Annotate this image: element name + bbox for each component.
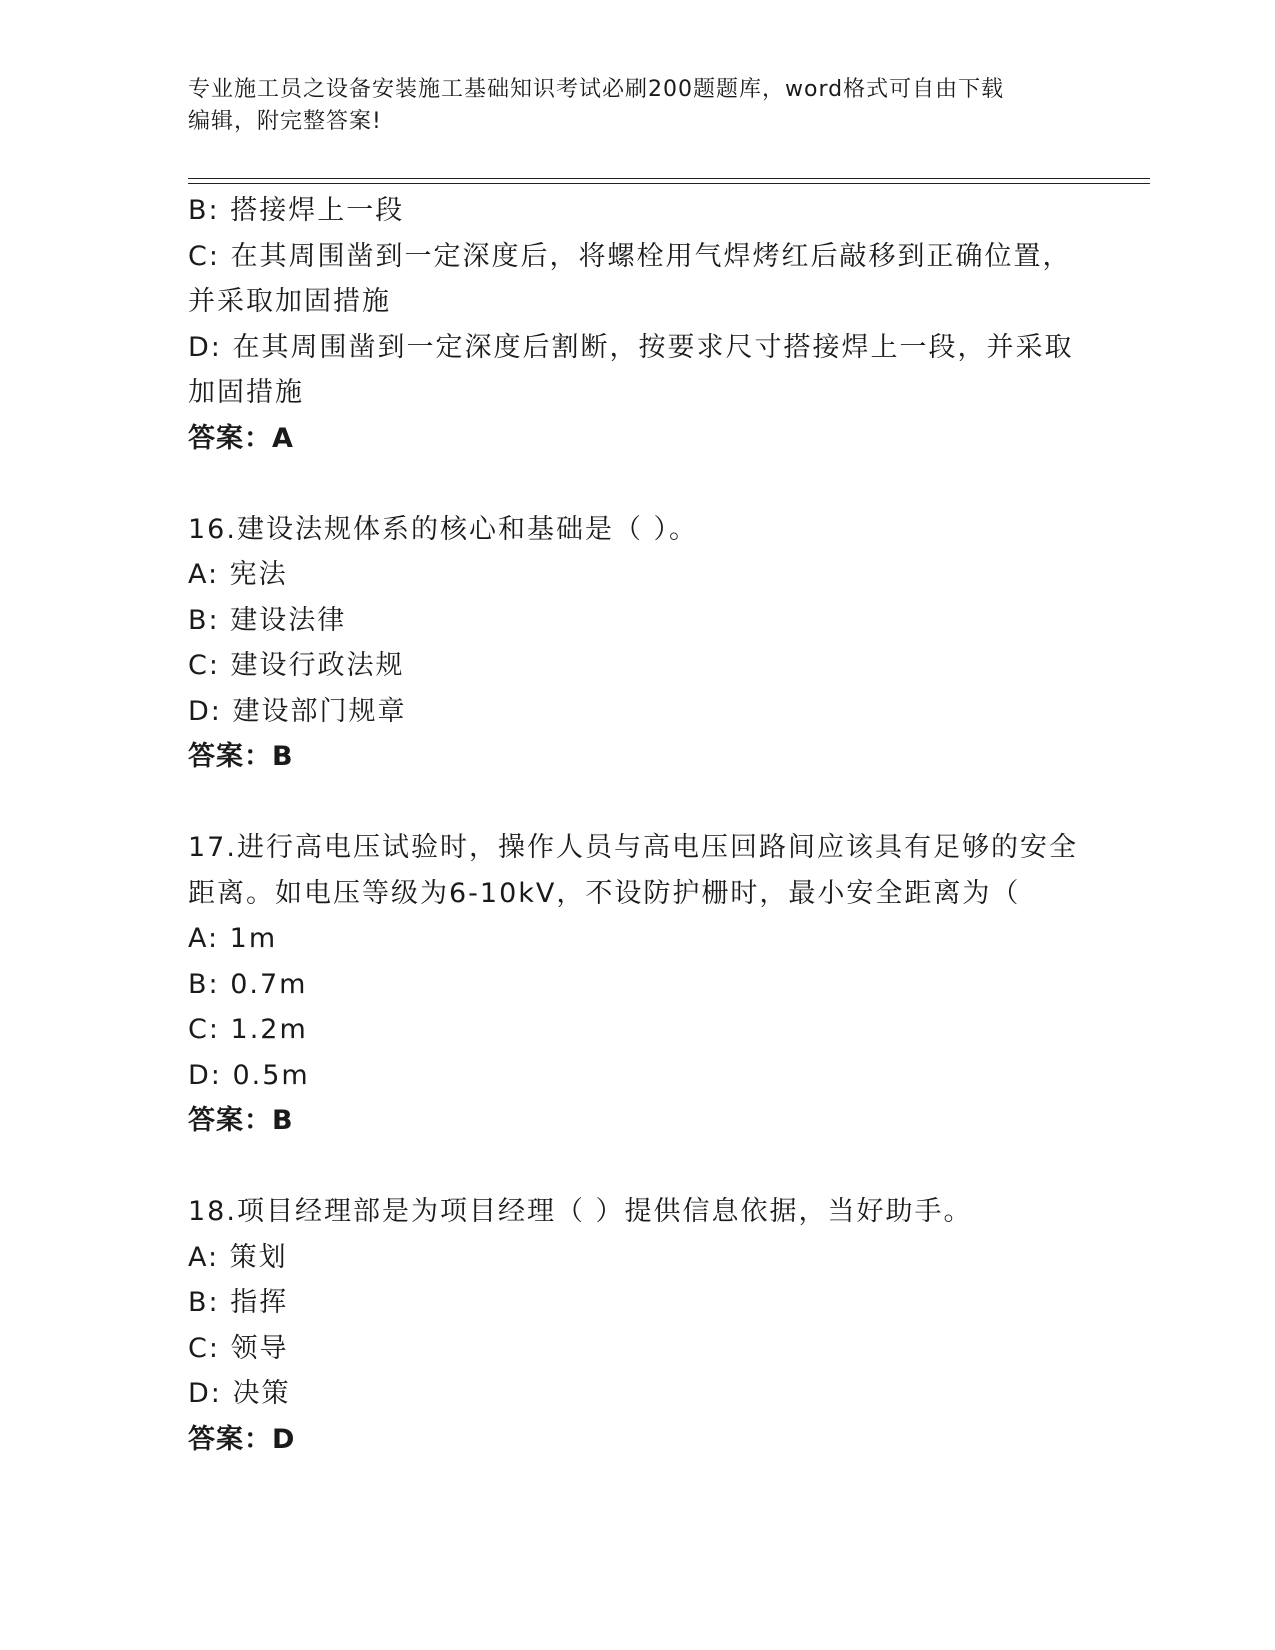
option-line: D: 0.5m xyxy=(188,1059,310,1091)
option-line: C: 领导 xyxy=(188,1332,289,1364)
question-block-prev xyxy=(188,188,1088,461)
answer-line: 答案：D xyxy=(188,1423,296,1455)
question-title: 16.建设法规体系的核心和基础是（ ）。 xyxy=(188,513,699,545)
option-line: D: 建设部门规章 xyxy=(188,695,407,727)
option-line: B: 0.7m xyxy=(188,968,308,1000)
question-block-16 xyxy=(188,507,1088,780)
option-line: B: 搭接焊上一段 xyxy=(188,195,405,226)
header-divider xyxy=(188,183,1150,184)
question-title: 18.项目经理部是为项目经理（ ）提供信息依据，当好助手。 xyxy=(188,1196,973,1227)
option-line: B: 建设法律 xyxy=(188,604,347,636)
option-line: A: 1m xyxy=(188,923,278,954)
answer-line: 答案：B xyxy=(188,1105,294,1136)
document-header xyxy=(188,74,1068,138)
option-line: C: 建设行政法规 xyxy=(188,650,405,681)
option-line: D: 在其周围凿到一定深度后割断，按要求尺寸搭接焊上一段，并采取 xyxy=(188,331,1074,363)
answer-line: 答案：A xyxy=(188,422,294,454)
option-line: B: 指挥 xyxy=(188,1287,289,1318)
option-line: D: 决策 xyxy=(188,1378,291,1409)
option-line: 加固措施 xyxy=(188,377,304,408)
option-line: A: 策划 xyxy=(188,1241,288,1273)
option-line: A: 宪法 xyxy=(188,559,288,590)
question-block-17 xyxy=(188,825,1088,1144)
spacer xyxy=(188,780,1088,826)
header-line: 专业施工员之设备安装施工基础知识考试必刷200题题库，word格式可自由下载 xyxy=(188,77,1005,102)
spacer xyxy=(188,461,1088,507)
option-line: C: 1.2m xyxy=(188,1014,308,1045)
option-line: C: 在其周围凿到一定深度后，将螺栓用气焊烤红后敲移到正确位置， xyxy=(188,240,1072,272)
option-line: 并采取加固措施 xyxy=(188,286,391,317)
question-title: 17.进行高电压试验时，操作人员与高电压回路间应该具有足够的安全 xyxy=(188,832,1078,863)
question-block-18 xyxy=(188,1189,1088,1462)
spacer xyxy=(188,1144,1088,1190)
answer-line: 答案：B xyxy=(188,741,294,772)
question-title: 距离。如电压等级为6-10kV，不设防护栅时，最小安全距离为（ xyxy=(188,877,1021,909)
question-content xyxy=(188,188,1088,1462)
header-line: 编辑，附完整答案! xyxy=(188,109,382,134)
header-divider xyxy=(188,178,1150,179)
